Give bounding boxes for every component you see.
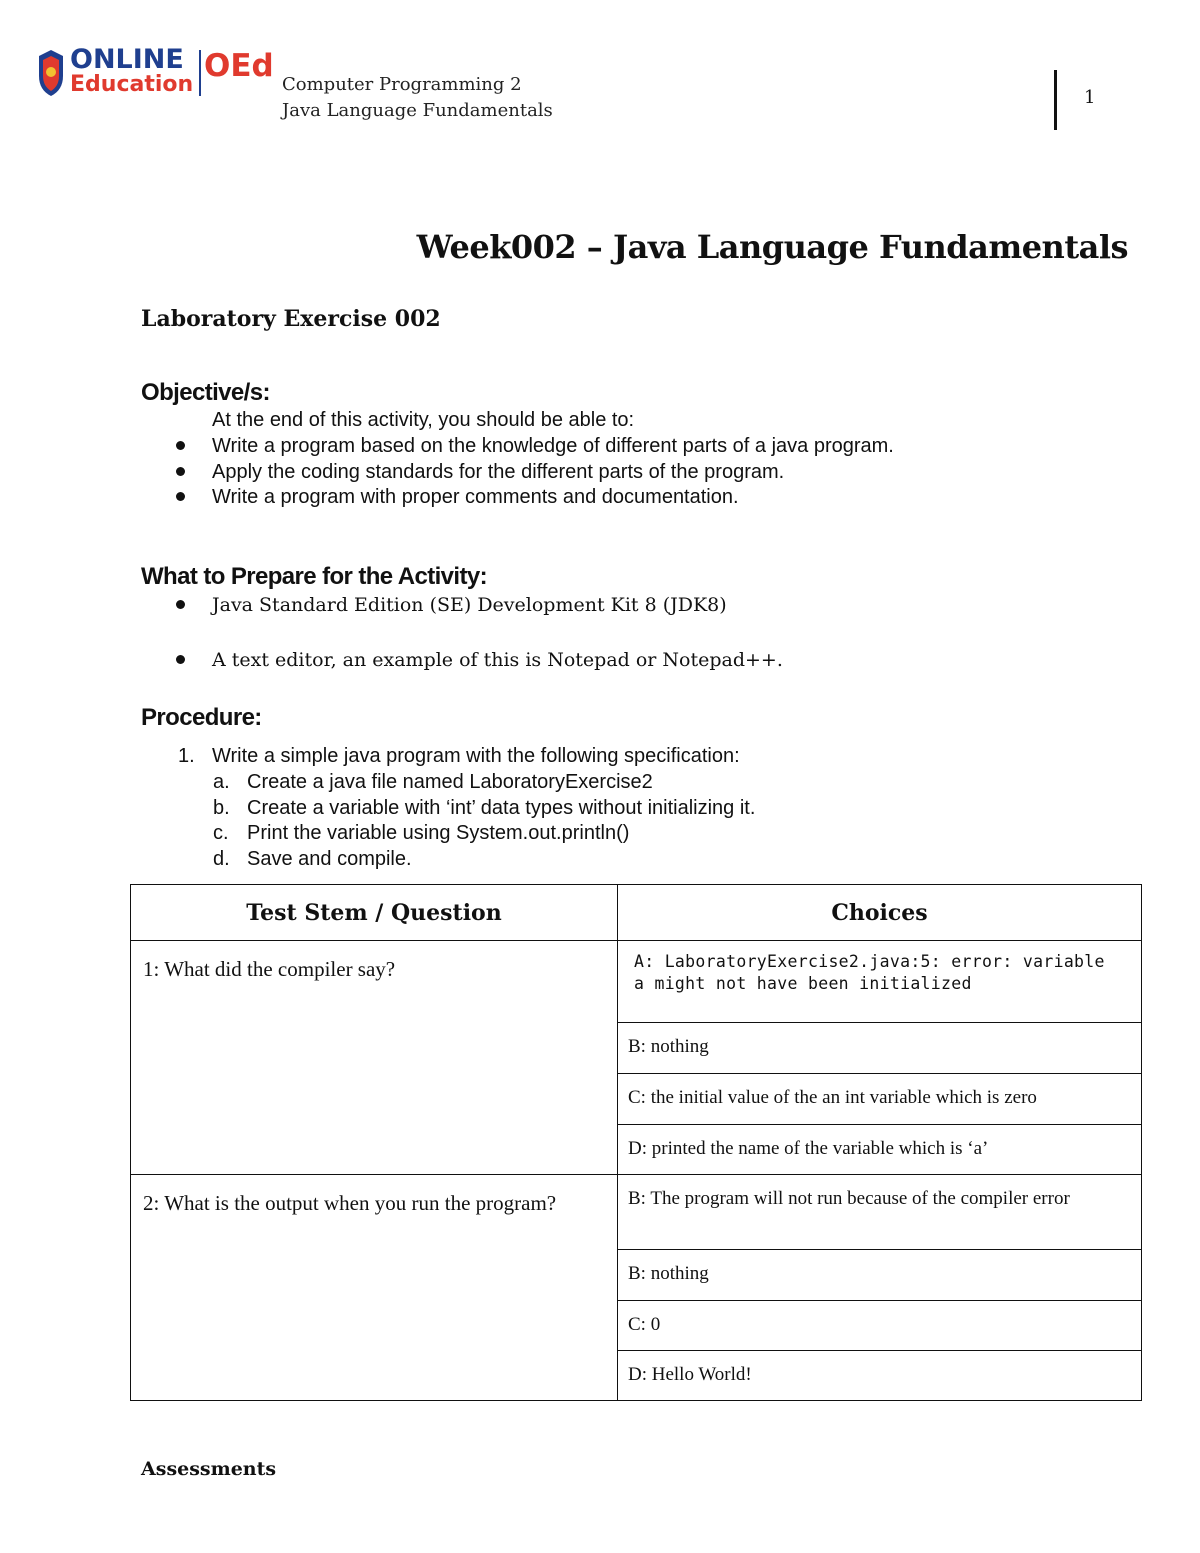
table-row <box>131 1175 1142 1250</box>
choice-cell: D: Hello World! <box>618 1351 1142 1401</box>
header-divider <box>1054 70 1057 130</box>
sub-step-marker: d. <box>213 848 230 870</box>
logo-divider <box>199 50 201 96</box>
lab-title: Laboratory Exercise 002 <box>141 306 441 332</box>
column-header-choices: Choices <box>618 885 1142 941</box>
sub-step: Create a java file named LaboratoryExercise2 <box>247 771 653 793</box>
page-number: 1 <box>1084 87 1096 108</box>
procedure-step: Write a simple java program with the following specification: <box>212 745 740 767</box>
course-name: Computer Programming 2 <box>282 74 522 95</box>
question-stem: 2: What is the output when you run the program? <box>131 1175 618 1401</box>
logo-oed-text: OEd <box>204 48 274 84</box>
question-stem: 1: What did the compiler say? <box>131 941 618 1175</box>
column-header-question: Test Stem / Question <box>131 885 618 941</box>
prepare-item: Java Standard Edition (SE) Development Kit 8 (JDK8) <box>212 594 727 616</box>
sub-step-marker: c. <box>213 822 229 844</box>
prepare-item: A text editor, an example of this is Notepad or Notepad++. <box>212 649 783 671</box>
bullet-icon <box>176 441 185 450</box>
step-number: 1. <box>178 745 195 767</box>
logo-education-text: Education <box>70 72 194 97</box>
question-table <box>130 884 1142 1401</box>
choice-cell: A: LaboratoryExercise2.java:5: error: variable a might not have been initialized <box>618 941 1142 1023</box>
sub-step-marker: a. <box>213 771 230 793</box>
choice-cell: B: nothing <box>618 1023 1142 1074</box>
sub-step-marker: b. <box>213 797 230 819</box>
assessments-heading: Assessments <box>141 1458 277 1480</box>
course-topic: Java Language Fundamentals <box>282 100 553 121</box>
sub-step: Save and compile. <box>247 848 412 870</box>
procedure-heading: Procedure: <box>141 704 262 731</box>
choice-cell: D: printed the name of the variable which is ‘a’ <box>618 1125 1142 1175</box>
objective-item: Apply the coding standards for the different parts of the program. <box>212 461 785 483</box>
logo-online-text: ONLINE <box>70 44 184 75</box>
objectives-heading: Objective/s: <box>141 379 270 406</box>
sub-step: Print the variable using System.out.println() <box>247 822 630 844</box>
bullet-icon <box>176 492 185 501</box>
bullet-icon <box>176 600 185 609</box>
objective-item: Write a program with proper comments and documentation. <box>212 486 739 508</box>
choice-cell: B: nothing <box>618 1250 1142 1301</box>
choice-cell: C: the initial value of the an int variable which is zero <box>618 1074 1142 1125</box>
objectives-intro: At the end of this activity, you should be able to: <box>212 409 635 431</box>
sub-step: Create a variable with ‘int’ data types without initializing it. <box>247 797 756 819</box>
online-education-logo <box>36 46 276 102</box>
page-title: Week002 – Java Language Fundamentals <box>416 228 1128 266</box>
table-header-row <box>131 885 1142 941</box>
bullet-icon <box>176 467 185 476</box>
choice-cell: C: 0 <box>618 1301 1142 1351</box>
objective-item: Write a program based on the knowledge of different parts of a java program. <box>212 435 894 457</box>
table-row <box>131 941 1142 1023</box>
bullet-icon <box>176 655 185 664</box>
choice-cell: B: The program will not run because of the compiler error <box>618 1175 1142 1250</box>
crest-icon <box>36 48 66 98</box>
prepare-heading: What to Prepare for the Activity: <box>141 563 488 590</box>
